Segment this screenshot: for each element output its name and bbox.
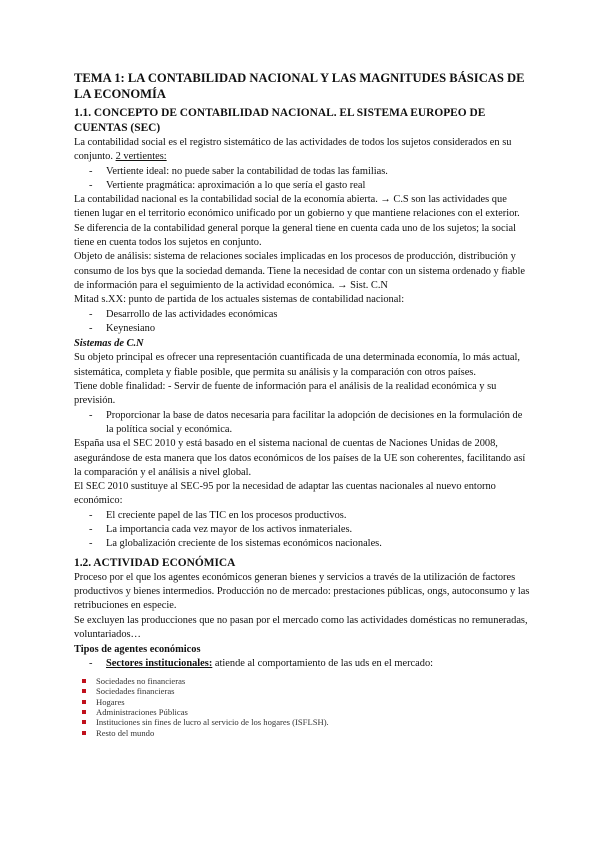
section-heading-1-1: 1.1. CONCEPTO DE CONTABILIDAD NACIONAL. EL SISTEMA EUROPEO DE CUENTAS (SEC) bbox=[74, 107, 486, 134]
finalidad-list bbox=[74, 409, 530, 438]
square-bullet-icon bbox=[82, 679, 86, 683]
paragraph: Se excluyen las producciones que no pasan por el mercado como las actividades domésticas no remuneradas, voluntariados… bbox=[74, 614, 528, 640]
paragraph-text: La contabilidad social es el registro sistemático de las actividades de todos los sujetos considerados en su conjunto. bbox=[74, 137, 512, 163]
list-item: - Proporcionar la base de datos necesaria para facilitar la adopción de decisiones en la formulación de la política social y económica. bbox=[74, 409, 530, 438]
section-heading-1-2: 1.2. ACTIVIDAD ECONÓMICA bbox=[74, 556, 236, 569]
bullet-text: Instituciones sin fines de lucro al servicio de los hogares (ISFLSH). bbox=[96, 717, 329, 728]
paragraph: Su objeto principal es ofrecer una representación cuantificada de una determinada economía, lo más actual, sistemática, completa y fiable posible, que permita su análisis y la comparación con otros países. bbox=[74, 352, 521, 378]
page-title: TEMA 1: LA CONTABILIDAD NACIONAL Y LAS MAGNITUDES BÁSICAS DE LA ECONOMÍA bbox=[74, 71, 525, 101]
paragraph: Se diferencia de la contabilidad general porque la general tiene en cuenta cada uno de los sujetos; la social tiene en cuenta todos los sujetos en conjunto. bbox=[74, 222, 516, 249]
list-item: - El creciente papel de las TIC en los procesos productivos. bbox=[74, 509, 530, 523]
sectores-list bbox=[74, 657, 530, 671]
list-item: - La globalización creciente de los sistemas económicos nacionales. bbox=[74, 537, 530, 551]
bullet-text: Sociedades no financieras bbox=[96, 675, 186, 686]
paragraph: Proceso por el que los agentes económicos generan bienes y servicios a través de la utilización de factores productivos y bienes intermedios. Producción no de mercado: prestaciones públicas, ongs, autoconsumo y las retribuciones en especie. bbox=[74, 571, 530, 612]
paragraph: Objeto de análisis: sistema de relaciones sociales implicadas en los procesos de producción, distribución y consumo de los bys que la sociedad demanda. Tiene la necesidad de contar con un sistema ordenado y fiable de información para el seguimiento de la actividad económica. → Sist. C.N bbox=[74, 251, 525, 291]
bullet-item bbox=[74, 676, 530, 686]
paragraph: Tiene doble finalidad: - Servir de fuente de información para el análisis de la realidad económica y su previsión. bbox=[74, 381, 497, 407]
list-item: - La importancia cada vez mayor de los activos inmateriales. bbox=[74, 523, 530, 537]
list-item: - Keynesiano bbox=[74, 322, 530, 336]
bullet-text: Resto del mundo bbox=[96, 727, 155, 738]
square-bullet-icon bbox=[82, 710, 86, 714]
bullet-text: Sociedades financieras bbox=[96, 686, 175, 697]
vertientes-label: 2 vertientes: bbox=[115, 151, 167, 163]
square-bullet-icon bbox=[82, 689, 86, 693]
square-bullet-icon bbox=[82, 720, 86, 724]
bullet-item bbox=[74, 728, 530, 738]
bullet-item bbox=[74, 707, 530, 717]
sistemas-list bbox=[74, 308, 530, 337]
list-item: - Desarrollo de las actividades económicas bbox=[74, 308, 530, 322]
paragraph: La contabilidad nacional es la contabilidad social de la economía abierta. → C.S son las actividades que tienen lugar en el territorio económico unificado por un gobierno y que mantiene relaciones con el exterior. bbox=[74, 194, 520, 220]
bullet-item bbox=[74, 717, 530, 727]
entorno-list bbox=[74, 509, 530, 552]
sectores-label: Sectores institucionales: bbox=[106, 658, 213, 670]
bullet-item bbox=[74, 686, 530, 696]
bullet-text: Administraciones Públicas bbox=[96, 706, 188, 717]
list-item: - Vertiente pragmática: aproximación a lo que sería el gasto real bbox=[74, 179, 530, 193]
sectores-bullets bbox=[74, 676, 530, 738]
list-item bbox=[74, 657, 530, 671]
list-item: - Vertiente ideal: no puede saber la contabilidad de todas las familias. bbox=[74, 165, 530, 179]
square-bullet-icon bbox=[82, 731, 86, 735]
subheading-sistemas-cn: Sistemas de C.N bbox=[74, 338, 144, 350]
subheading-tipos-agentes: Tipos de agentes económicos bbox=[74, 644, 201, 656]
paragraph: España usa el SEC 2010 y está basado en el sistema nacional de cuentas de Naciones Unidas de 2008, asegurándose de esta manera que los datos económicos de los países de la UE son coherentes, facilitando así la comparación y el análisis a nivel global. bbox=[74, 438, 526, 478]
square-bullet-icon bbox=[82, 700, 86, 704]
sectores-box bbox=[74, 676, 530, 738]
paragraph: El SEC 2010 sustituye al SEC-95 por la necesidad de adaptar las cuentas nacionales al nuevo entorno económico: bbox=[74, 481, 496, 507]
document-page bbox=[74, 70, 530, 738]
paragraph: Mitad s.XX: punto de partida de los actuales sistemas de contabilidad nacional: bbox=[74, 294, 405, 306]
paragraph bbox=[74, 136, 530, 165]
vertientes-list bbox=[74, 165, 530, 194]
bullet-item bbox=[74, 697, 530, 707]
sectores-text: atiende al comportamiento de las uds en el mercado: bbox=[212, 658, 434, 670]
bullet-text: Hogares bbox=[96, 696, 125, 707]
